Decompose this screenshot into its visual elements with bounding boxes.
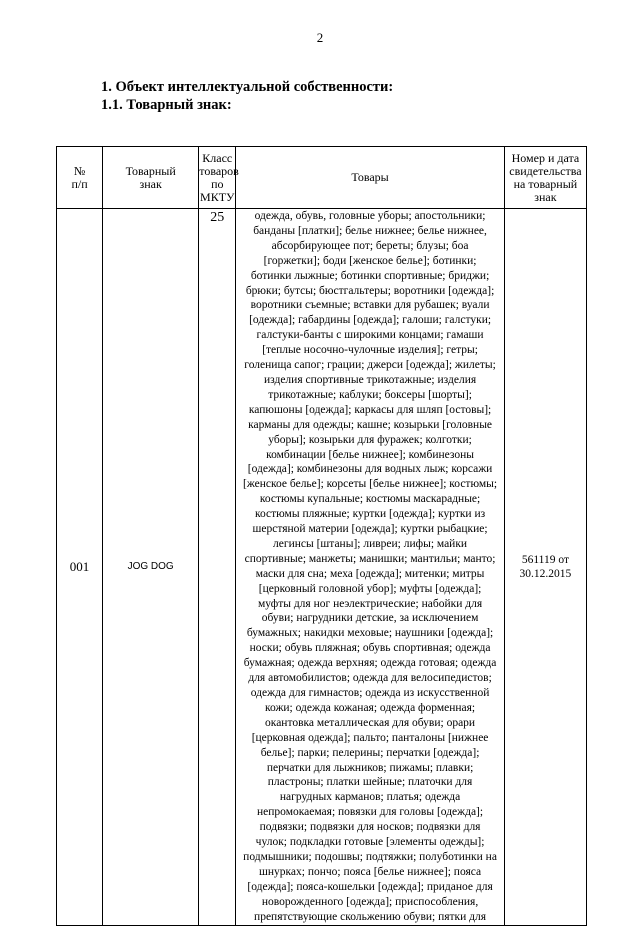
class-number: 25	[199, 209, 236, 926]
goods-line: пластроны; платки шейные; платочки для	[267, 776, 473, 789]
goods-line: белье]; парки; пелерины; перчатки [одежда];	[260, 746, 480, 759]
section-heading: 1. Объект интеллектуальной собственности:	[101, 79, 394, 95]
goods-line: абсорбирующее пот; береты; блузы; боа	[271, 239, 469, 252]
page-number: 2	[316, 30, 324, 45]
goods-line: [церковный головной убор]; муфты [одежда];	[258, 582, 482, 595]
goods-line: препятствующие скольжению обуви; пятки для	[254, 910, 487, 923]
goods-line: [одежда]; пояса-кошельки [одежда]; приданое для	[247, 880, 493, 893]
goods-line: нагрудных карманов; платья; одежда	[279, 791, 461, 804]
goods-line: одежда, обувь, головные уборы; апостольники;	[254, 210, 486, 222]
row-number: 001	[57, 209, 103, 926]
trademark-table	[56, 146, 587, 926]
goods-line: шерстяной материи [одежда]; куртки рыбацкие;	[252, 523, 488, 536]
goods-line: ботинки лыжные; ботинки спортивные; бриджи;	[250, 269, 490, 282]
goods-line: костюмы купальные; костюмы маскарадные;	[259, 493, 481, 506]
goods-line: носки; обувь пляжная; обувь спортивная; одежда	[249, 642, 491, 655]
goods-line: обуви; нагрудники детские, за исключением	[261, 612, 479, 625]
subsection-heading: 1.1. Товарный знак:	[101, 97, 232, 113]
goods-line: костюмы пляжные; куртки [одежда]; куртки из	[254, 508, 486, 521]
goods-line: бумажная; одежда верхняя; одежда готовая; одежда	[243, 657, 497, 670]
goods-line: спортивные; манжеты; манишки; мантильи; манто;	[244, 552, 496, 565]
goods-line: [женское белье]; корсеты [белье нижнее]; костюмы;	[243, 478, 498, 491]
goods-line: перчатки для лыжников; пижамы; плавки;	[266, 761, 474, 774]
goods-list	[236, 209, 505, 926]
goods-line: галстуки-банты с широкими концами; гамаши	[256, 329, 484, 342]
goods-line: бумажных; накидки меховые; наушники [одежда];	[246, 627, 494, 640]
goods-line: подвязки; подвязки для носков; подвязки для	[259, 821, 481, 834]
table-header-row	[57, 147, 587, 209]
goods-line: шнурках; пончо; пояса [белье нижнее]; пояса	[258, 865, 482, 878]
goods-line: [церковная одежда]; пальто; панталоны [нижнее	[251, 731, 489, 744]
header-trademark: Товарный знак	[103, 147, 199, 209]
header-class: Класс товаров по МКТУ	[199, 147, 236, 209]
goods-line: окантовка металлическая для обуви; орари	[265, 716, 476, 729]
goods-line: непромокаемая; повязки для головы [одежда];	[257, 806, 484, 819]
goods-line: для автомобилистов; одежда для велосипедистов;	[248, 672, 492, 685]
goods-line: маски для сна; меха [одежда]; митенки; митры	[255, 567, 485, 580]
goods-line: капюшоны [одежда]; каркасы для шляп [остовы];	[248, 403, 492, 416]
goods-line: изделия спортивные трикотажные; изделия	[263, 373, 477, 386]
goods-line: воротники съемные; вставки для рубашек; вуали	[250, 299, 490, 312]
goods-line: брюки; бутсы; бюстгальтеры; воротники [одежда];	[245, 284, 495, 297]
header-number: № п/п	[57, 147, 103, 209]
goods-line: карманы для одежды; кашне; козырьки [головные	[248, 418, 493, 431]
trademark-name: JOG DOG	[103, 209, 199, 926]
goods-line: одежда для гимнастов; одежда из искусственной	[250, 687, 490, 699]
goods-line: [одежда]; габардины [одежда]; галоши; галстуки;	[249, 314, 492, 327]
header-goods: Товары	[236, 147, 505, 209]
goods-line: новорожденного [одежда]; приспособления,	[261, 895, 479, 908]
goods-line: подмышники; подошвы; подтяжки; полуботинки на	[243, 850, 497, 863]
goods-line: [теплые носочно-чулочные изделия]; гетры;	[262, 344, 478, 357]
header-certificate: Номер и дата свидетельства на товарный знак	[504, 147, 586, 209]
goods-line: чулок; подкладки готовые [элементы одежды];	[255, 836, 485, 849]
goods-line: [горжетки]; боди [женское белье]; ботинки;	[263, 254, 477, 267]
goods-line: трикотажные; каблуки; боксеры [шорты];	[268, 388, 472, 401]
goods-line: муфты для ног неэлектрические; набойки для	[258, 597, 483, 610]
table-row	[57, 209, 587, 926]
goods-line: легинсы [штаны]; ливреи; лифы; майки	[273, 537, 468, 550]
goods-line: голенища сапог; грации; джерси [одежда]; жилеты;	[244, 359, 496, 372]
goods-line: банданы [платки]; белье нижнее; белье нижнее,	[253, 224, 487, 237]
goods-line: кожи; одежда кожаная; одежда форменная;	[264, 701, 476, 714]
goods-line: комбинации [белье нижнее]; комбинезоны	[266, 448, 474, 461]
goods-line: уборы]; козырьки для фуражек; колготки;	[268, 433, 472, 446]
goods-line: [одежда]; комбинезоны для водных лыж; корсажи	[247, 463, 493, 476]
certificate-info: 561119 от 30.12.2015	[504, 209, 586, 926]
